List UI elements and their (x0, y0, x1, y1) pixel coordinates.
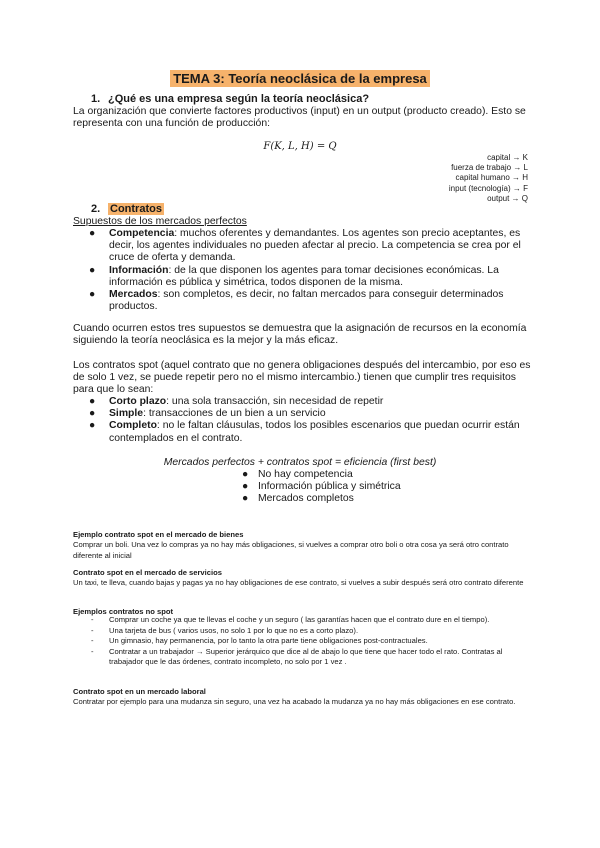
labor-example-text: Contratar por ejemplo para una mudanza sin seguro, una vez ha acabado la mudanza ya no hay más obligaciones en ese contrato. (73, 697, 516, 706)
section-1-number: 1. (91, 93, 101, 105)
list-item (73, 420, 531, 444)
list-item (242, 481, 401, 493)
variable-item: capital → K (487, 153, 528, 162)
list-item (73, 647, 529, 668)
assumption-text: : son completos, es decir, no faltan mercados para conseguir determinados productos. (109, 289, 504, 313)
bullet-icon: ● (89, 289, 96, 301)
variable-item: input (tecnología) → F (448, 183, 528, 193)
dash-icon: - (91, 646, 94, 656)
bullet-icon: ● (89, 264, 96, 276)
assumption-text: : de la que disponen los agentes para tomar decisiones económicas. La información es pública y simétrica, todos disponen de la misma. (109, 264, 499, 288)
efficiency-paragraph: Cuando ocurren estos tres supuestos se demuestra que la asignación de recursos en la economía siguiendo la teoría neoclásica es la mejor y la más eficaz. (73, 323, 527, 347)
list-item (73, 626, 529, 637)
bullet-icon: ● (89, 420, 96, 432)
list-item (73, 289, 531, 313)
list-item (73, 615, 529, 626)
equation-item: Información pública y simétrica (258, 481, 401, 493)
dash-icon: - (91, 615, 94, 624)
variable-list (449, 153, 528, 204)
requirement-text: : no le faltan cláusulas, todos los posibles escenarios que puedan ocurrir están contemplados en el contrato. (109, 420, 520, 444)
bullet-icon: ● (89, 408, 96, 420)
list-item (73, 396, 531, 408)
requirement-term: Completo (109, 420, 157, 432)
list-item (242, 469, 401, 481)
nonspot-item: Contratar a un trabajador → Superior jerárquico que dice al de abajo lo que tiene que hacer todo el rato. Contratas al trabajador que le das órdenes, contrato incompleto, no solo por 1 vez . (109, 646, 503, 666)
goods-example-heading: Ejemplo contrato spot en el mercado de bienes (73, 530, 244, 539)
dash-icon: - (91, 636, 94, 645)
goods-example-text: Comprar un boli. Una vez lo compras ya no hay más obligaciones, si vuelves a comprar otro boli o otra cosa ya será otro contrato diferente al inicial (73, 540, 509, 560)
requirement-term: Corto plazo (109, 396, 167, 407)
list-item (73, 408, 531, 420)
assumption-term: Información (109, 264, 169, 276)
section-2-number: 2. (91, 203, 101, 215)
bullet-icon: ● (242, 493, 249, 505)
production-function-formula: F(K, L, H) = Q (263, 141, 337, 152)
services-example-text: Un taxi, te lleva, cuando bajas y pagas ya no hay obligaciones de ese contrato, si vuelves a subir después será otro contrato diferente (73, 578, 524, 587)
nonspot-item: Un gimnasio, hay permanencia, por lo tanto la otra parte tiene obligaciones post-contractuales. (109, 636, 428, 645)
efficiency-equation: Mercados perfectos + contratos spot = eficiencia (first best) (163, 457, 437, 468)
section-1-title: ¿Qué es una empresa según la teoría neoclásica? (108, 93, 370, 105)
variable-item: capital humano → H (455, 173, 528, 183)
section-2-title: Contratos (110, 203, 162, 215)
list-item (242, 493, 401, 505)
title-block (0, 70, 600, 88)
list-item (73, 265, 531, 289)
list-item (73, 228, 531, 265)
bullet-icon: ● (242, 481, 249, 493)
bullet-icon: ● (242, 469, 249, 480)
nonspot-examples-list (73, 615, 529, 668)
equation-item: No hay competencia (258, 469, 353, 480)
assumption-text: : muchos oferentes y demandantes. Los agentes son precio aceptantes, es decir, los agentes individuales no pueden afectar al precio. La competencia se crea por el cruce de oferta y demanda. (109, 228, 521, 264)
assumption-term: Competencia (109, 228, 175, 239)
requirement-text: : transacciones de un bien a un servicio (143, 408, 326, 420)
requirement-term: Simple (109, 408, 144, 420)
requirements-list (73, 396, 531, 445)
page-title: TEMA 3: Teoría neoclásica de la empresa (170, 70, 430, 87)
variable-item: fuerza de trabajo → L (451, 163, 528, 173)
bullet-icon: ● (89, 228, 96, 239)
nonspot-item: Una tarjeta de bus ( varios usos, no solo 1 por lo que no es a corto plazo). (109, 625, 359, 635)
spot-contracts-paragraph: Los contratos spot (aquel contrato que no genera obligaciones después del intercambio, por eso es de solo 1 vez, se puede repetir pero no el mismo intercambio.) tienen que cumplir tres requisitos para que lo sean: (73, 360, 531, 396)
bullet-icon: ● (89, 396, 96, 407)
assumptions-subheading: Supuestos de los mercados perfectos (73, 216, 247, 227)
services-example-heading: Contrato spot en el mercado de servicios (73, 568, 222, 577)
requirement-text: : una sola transacción, sin necesidad de repetir (166, 396, 384, 407)
equation-list (242, 469, 401, 506)
section-1-heading (91, 93, 369, 106)
list-item (73, 636, 529, 647)
dash-icon: - (91, 625, 94, 635)
nonspot-item: Comprar un coche ya que te llevas el coche y un seguro ( las garantías hacen que el contrato dure en el tiempo). (109, 615, 490, 624)
assumption-term: Mercados (109, 289, 158, 301)
nonspot-examples-heading: Ejemplos contratos no spot (73, 607, 173, 616)
variable-item: output → Q (487, 193, 528, 203)
labor-example-heading: Contrato spot en un mercado laboral (73, 687, 206, 696)
equation-item: Mercados completos (258, 493, 354, 505)
section-2-heading (91, 203, 164, 216)
section-1-text: La organización que convierte factores productivos (input) en un output (producto creado). Esto se representa con una función de producción: (73, 106, 526, 130)
assumptions-list (73, 228, 531, 313)
